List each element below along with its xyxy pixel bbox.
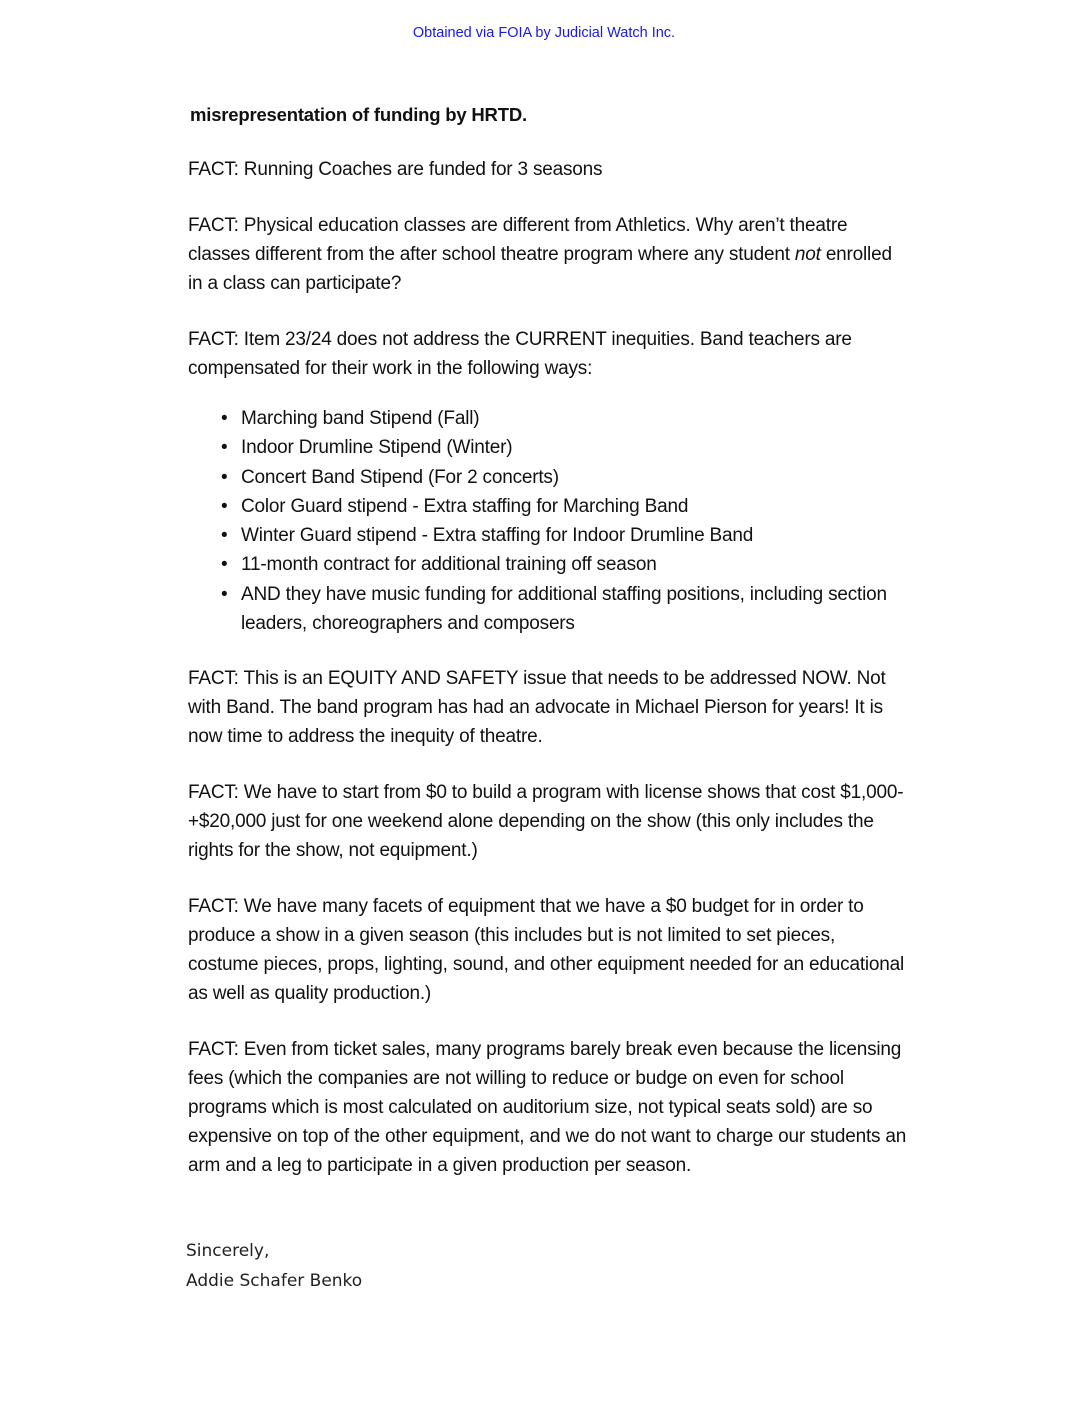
list-item-text: Marching band Stipend (Fall) — [241, 408, 480, 429]
heading: misrepresentation of funding by HRTD. — [190, 104, 527, 125]
fact-text — [188, 211, 908, 298]
bullet-icon: • — [221, 466, 228, 488]
list-item — [221, 463, 908, 492]
band-compensation-list — [188, 404, 908, 638]
foia-watermark: Obtained via FOIA by Judicial Watch Inc. — [412, 25, 676, 41]
list-item-text: Winter Guard stipend - Extra staffing for Indoor Drumline Band — [241, 525, 754, 547]
bullet-icon: • — [221, 437, 228, 459]
signature-name: Addie Schafer Benko — [186, 1271, 363, 1291]
fact-physical-education — [188, 211, 908, 298]
list-item-text: Color Guard stipend - Extra staffing for Marching Band — [241, 495, 689, 517]
list-item — [221, 521, 908, 550]
fact-equity-safety — [188, 664, 908, 751]
list-item-text: Indoor Drumline Stipend (Winter) — [241, 437, 513, 459]
fact-text-part: enrolled in a class can participate? — [188, 244, 892, 294]
list-item-text: Concert Band Stipend (For 2 concerts) — [241, 466, 559, 488]
bullet-icon: • — [221, 495, 228, 517]
fact-running-coaches — [188, 155, 908, 184]
salutation: Sincerely, — [186, 1241, 270, 1261]
fact-text: FACT: Running Coaches are funded for 3 seasons — [188, 159, 603, 180]
list-item — [221, 580, 908, 639]
list-item-text: 11-month contract for additional training off season — [241, 554, 657, 576]
fact-text: FACT: Item 23/24 does not address the CURRENT inequities. Band teachers are compensated for their work in the following ways: — [188, 329, 852, 379]
fact-text: FACT: We have many facets of equipment that we have a $0 budget for in order to produce a show in a given season (this includes but is not limited to set pieces, costume pieces, props, lighting, sound, and other equipment needed for an educational as well as quality production.) — [188, 896, 905, 1005]
letter-body — [188, 100, 908, 1207]
bullet-icon: • — [221, 408, 228, 429]
list-item — [221, 433, 908, 462]
list-item — [221, 404, 908, 433]
list-item-text: AND they have music funding for additional staffing positions, including section leaders, choreographers and composers — [241, 583, 887, 635]
fact-text: FACT: Even from ticket sales, many programs barely break even because the licensing fees (which the companies are not willing to reduce or budge on even for school programs which is most calculated on auditorium size, not typical seats sold) are so expensive on top of the other equipment, and we do not want to charge our students an arm and a leg to participate in a given production per season. — [188, 1039, 907, 1177]
fact-item-23-24 — [188, 325, 908, 383]
list-item — [221, 550, 908, 579]
list-item — [221, 492, 908, 521]
fact-text: FACT: This is an EQUITY AND SAFETY issue that needs to be addressed NOW. Not with Band. The band program has had an advocate in Michael Pierson for years! It is now time to address the inequity of theatre. — [188, 668, 886, 748]
fact-text-part: FACT: Physical education classes are different from Athletics. Why aren’t theatre classes different from the after school theatre program where any student — [188, 215, 848, 265]
fact-equipment-budget — [188, 892, 908, 1008]
closing — [186, 1236, 362, 1296]
fact-ticket-sales — [188, 1035, 908, 1180]
bullet-icon: • — [221, 583, 228, 605]
fact-text: FACT: We have to start from $0 to build a program with license shows that cost $1,000-+$20,000 just for one weekend alone depending on the show (this only includes the rights for the show, not equipment.) — [188, 782, 904, 862]
bullet-icon: • — [221, 554, 228, 576]
fact-emphasis: not — [794, 244, 821, 265]
bullet-icon: • — [221, 525, 228, 547]
fact-license-costs — [188, 778, 908, 865]
